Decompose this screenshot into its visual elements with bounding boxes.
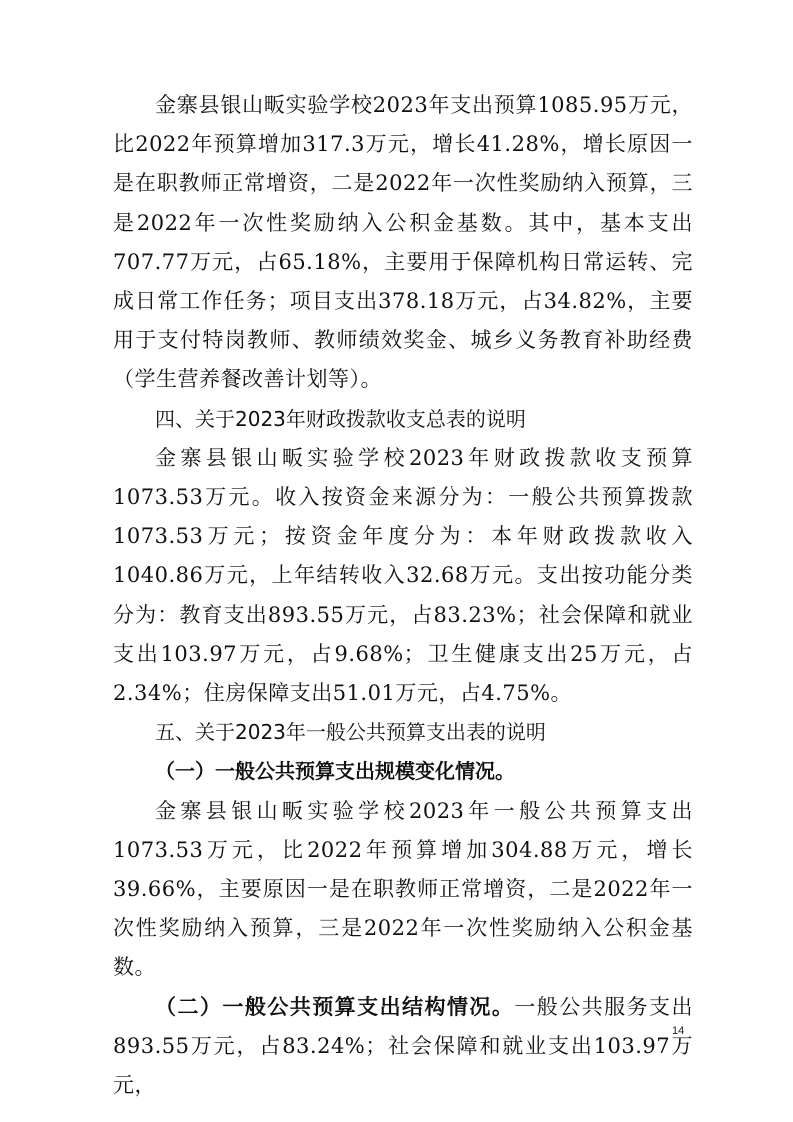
paragraph-fiscal-allocation: 金寨县银山畈实验学校2023年财政拨款收支预算1073.53万元。收入按资金来源分为：一般公共预算拨款1073.53万元；按资金年度分为：本年财政拨款收入1040.86万元，上年结转收入32.68万元。支出按功能分类分为：教育支出893.55万元，占83.23%；社会保障和就业支出103.97万元，占9.68%；卫生健康支出25万元，占2.34%；住房保障支出51.01万元，占4.75%。: [113, 445, 693, 706]
paragraph-public-budget: 金寨县银山畈实验学校2023年一般公共预算支出1073.53万元，比2022年预算增加304.88万元，增长39.66%，主要原因一是在职教师正常增资，二是2022年一次性奖励纳入预算，三是2022年一次性奖励纳入公积金基数。: [113, 798, 693, 980]
page-number: 14: [672, 1025, 685, 1037]
subheading-structure: （二）一般公共预算支出结构情况。: [155, 994, 515, 1019]
paragraph-budget-summary: 金寨县银山畈实验学校2023年支出预算1085.95万元，比2022年预算增加317.3万元，增长41.28%，增长原因一是在职教师正常增资，二是2022年一次性奖励纳入预算，三是2022年一次性奖励纳入公积金基数。其中，基本支出707.77万元，占65.18%，主要用于保障机构日常运转、完成日常工作任务；项目支出378.18万元，占34.82%，主要用于支付特岗教师、教师绩效奖金、城乡义务教育补助经费（学生营养餐改善计划等）。: [113, 93, 693, 392]
section-heading-4: 四、关于2023年财政拨款收支总表的说明: [155, 406, 526, 431]
body-text: [113, 86, 693, 1105]
subheading-scale-change: （一）一般公共预算支出规模变化情况。: [155, 759, 515, 784]
paragraph-structure-text: 一般公共服务支出893.55万元，占83.24%；社会保障和就业支出103.97万元，: [113, 994, 694, 1098]
paragraph-structure: [113, 988, 693, 1106]
section-heading-5: 五、关于2023年一般公共预算支出表的说明: [155, 720, 546, 745]
